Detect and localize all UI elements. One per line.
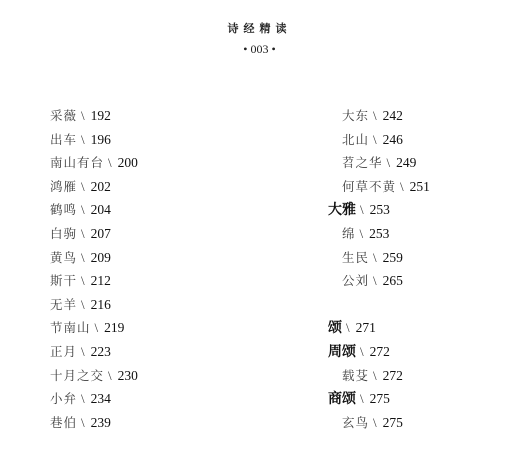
book-title: 诗经精读 — [227, 22, 292, 35]
toc-entry-page: 207 — [90, 225, 111, 241]
toc-entry-page: 239 — [90, 414, 111, 430]
toc-entry-title: 生民 — [342, 249, 370, 265]
toc-entry[interactable] — [50, 222, 138, 246]
toc-entry-page: 216 — [90, 296, 111, 312]
toc-entry-title: 北山 — [342, 131, 370, 147]
toc-separator: \ — [81, 131, 85, 147]
toc-entry-page: 265 — [382, 273, 403, 289]
toc-entry[interactable] — [328, 151, 430, 175]
toc-section-page: 272 — [369, 343, 390, 359]
toc-entry-title: 无羊 — [50, 296, 78, 312]
toc-entry[interactable] — [328, 104, 430, 128]
toc-section-heading[interactable] — [328, 316, 430, 340]
toc-entry-page: 234 — [90, 391, 111, 407]
toc-entry-page: 275 — [382, 414, 403, 430]
toc-separator: \ — [81, 391, 85, 407]
toc-separator: \ — [386, 155, 391, 171]
toc-entry-page: 202 — [90, 178, 111, 194]
toc-entry-title: 绵 — [342, 225, 356, 241]
toc-entry-page: 251 — [409, 178, 430, 194]
toc-section-page: 253 — [369, 202, 390, 218]
toc-entry[interactable] — [328, 175, 430, 199]
toc-separator: \ — [108, 155, 112, 171]
toc-entry-title: 小弁 — [50, 391, 78, 407]
toc-entry[interactable] — [328, 364, 430, 388]
toc-entry-title: 黄鸟 — [50, 249, 78, 265]
toc-separator: \ — [81, 273, 85, 289]
toc-separator: \ — [359, 225, 364, 241]
toc-entry[interactable] — [328, 222, 430, 246]
toc-entry-page: 253 — [369, 225, 390, 241]
toc-separator: \ — [360, 343, 364, 359]
toc-section-title: 周颂 — [328, 343, 356, 360]
toc-section-heading[interactable] — [328, 387, 430, 411]
toc-separator: \ — [373, 131, 377, 147]
toc-entry-title: 出车 — [50, 131, 78, 147]
page-number: • 003 • — [243, 42, 276, 56]
toc-entry-title: 玄鸟 — [342, 414, 370, 430]
toc-section-title: 颂 — [328, 320, 342, 337]
toc-section-page: 275 — [369, 391, 390, 407]
toc-entry-title: 斯干 — [50, 273, 78, 289]
toc-separator: \ — [108, 367, 112, 383]
toc-separator: \ — [400, 178, 404, 194]
toc-separator: \ — [373, 249, 377, 265]
toc-entry-title: 苕之华 — [342, 155, 383, 171]
toc-entry-title: 载芟 — [342, 367, 370, 383]
toc-section-heading[interactable] — [328, 340, 430, 364]
toc-entry-page: 246 — [382, 131, 403, 147]
toc-separator: \ — [94, 320, 99, 336]
toc-entry[interactable] — [328, 269, 430, 293]
toc-entry-title: 采薇 — [50, 108, 78, 123]
toc-entry-title: 鹤鸣 — [50, 202, 78, 218]
toc-section-title: 大雅 — [328, 202, 356, 219]
toc-entry[interactable] — [50, 269, 138, 293]
toc-entry-page: 242 — [382, 108, 403, 123]
toc-separator: \ — [360, 391, 364, 407]
toc-entry-title: 节南山 — [50, 320, 91, 336]
toc-entry-title: 正月 — [50, 343, 78, 359]
toc-separator: \ — [81, 296, 85, 312]
toc-separator: \ — [373, 273, 377, 289]
toc-entry-title: 白驹 — [50, 225, 78, 241]
toc-entry-page: 212 — [90, 273, 111, 289]
toc-separator: \ — [81, 343, 85, 359]
toc-section-heading[interactable] — [328, 198, 430, 222]
toc-separator: \ — [373, 414, 377, 430]
toc-entry-page: 192 — [90, 108, 111, 123]
toc-separator: \ — [81, 178, 85, 194]
toc-entry[interactable] — [50, 411, 138, 435]
toc-entry-title: 南山有台 — [50, 155, 105, 171]
toc-separator: \ — [346, 320, 350, 336]
toc-right-column — [328, 104, 430, 434]
toc-entry-page: 219 — [104, 320, 125, 336]
toc-entry-page: 249 — [396, 155, 417, 171]
toc-entry-title: 鸿雁 — [50, 178, 78, 194]
toc-entry-title: 巷伯 — [50, 414, 78, 430]
toc-separator: \ — [81, 249, 85, 265]
toc-entry-title: 十月之交 — [50, 367, 105, 383]
toc-separator: \ — [360, 202, 364, 218]
toc-separator: \ — [81, 225, 85, 241]
toc-entry[interactable] — [50, 293, 138, 317]
toc-entry[interactable] — [50, 316, 138, 340]
toc-entry-page: 272 — [382, 367, 403, 383]
toc-entry[interactable] — [50, 340, 138, 364]
toc-separator: \ — [81, 108, 85, 123]
toc-entry[interactable] — [50, 151, 138, 175]
toc-separator: \ — [373, 367, 377, 383]
toc-entry-page: 209 — [90, 249, 111, 265]
toc-entry[interactable] — [50, 198, 138, 222]
toc-entry-page: 196 — [90, 131, 111, 147]
toc-entry-title: 公刘 — [342, 273, 370, 289]
toc-entry[interactable] — [50, 104, 138, 128]
toc-entry-page: 204 — [90, 202, 111, 218]
toc-section-title: 商颂 — [328, 391, 356, 408]
toc-entry-title: 大东 — [342, 108, 370, 123]
toc-separator: \ — [81, 202, 85, 218]
toc-separator: \ — [81, 414, 85, 430]
toc-entry[interactable] — [328, 246, 430, 270]
toc-entry-title: 何草不黄 — [342, 178, 397, 194]
toc-spacer — [328, 293, 430, 317]
toc-entry[interactable] — [328, 411, 430, 435]
toc-entry-page: 223 — [90, 343, 111, 359]
toc-section-page: 271 — [355, 320, 376, 336]
toc-entry[interactable] — [50, 128, 138, 152]
toc-left-column — [50, 104, 138, 434]
toc-entry-page: 230 — [117, 367, 138, 383]
toc-entry[interactable] — [328, 128, 430, 152]
toc-entry[interactable] — [50, 364, 138, 388]
toc-entry[interactable] — [50, 175, 138, 199]
toc-separator: \ — [373, 108, 377, 123]
toc-entry-page: 200 — [117, 155, 138, 171]
toc-entry[interactable] — [50, 387, 138, 411]
toc-entry[interactable] — [50, 246, 138, 270]
toc-entry-page: 259 — [382, 249, 403, 265]
